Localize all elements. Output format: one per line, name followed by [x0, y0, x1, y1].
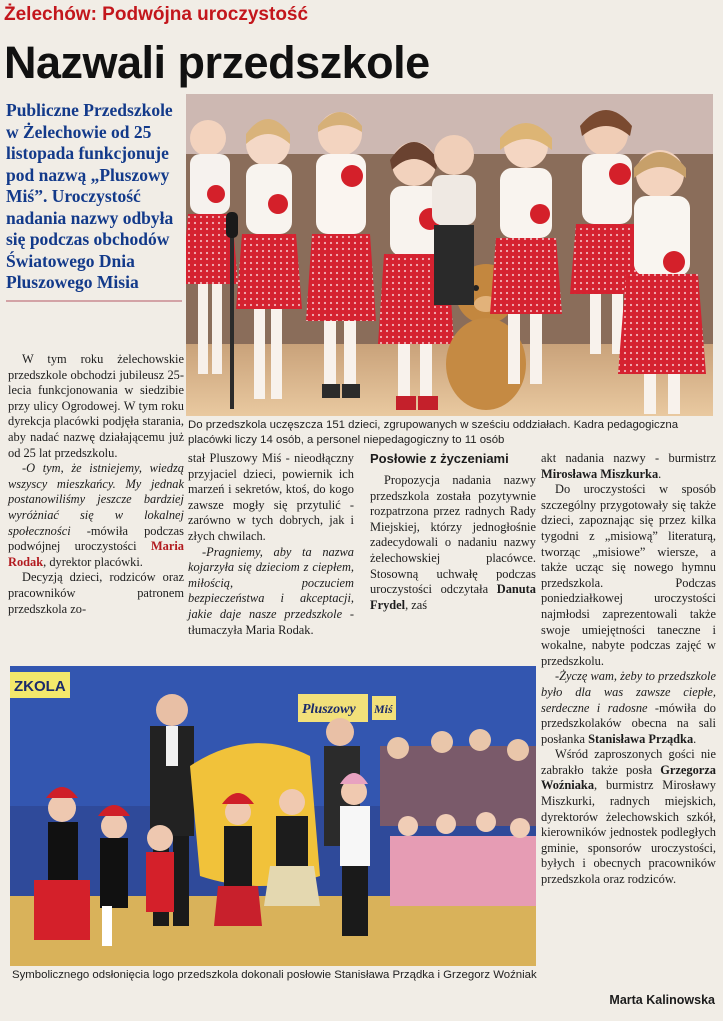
col1-quote: -O tym, że istniejemy, wiedzą wszyscy mieszkańcy. My jednak postanowiliśmy jeszcze bardziej wyróżniać się w lokalnej społeczności — [8, 461, 184, 538]
col4-text-3: Wśród zaproszonych gości nie zabrakło także posła — [541, 747, 716, 777]
col4-paragraph-2 — [541, 669, 716, 747]
lead-paragraph: Publiczne Przedszkole w Żelechowie od 25 listopada funkcjonuje pod nazwą „Pluszowy Miś”. Uroczystość nadania nazwy odbyła się podczas obchodów Światowego Dnia Pluszowego Misia — [6, 100, 182, 302]
banner-sign2-text: Miś — [374, 702, 393, 716]
col1-paragraph-2 — [8, 461, 184, 570]
photo-logo-unveiling — [10, 666, 536, 966]
col3-name: Danuta Frydel — [370, 582, 536, 612]
col4-name-2: Stanisława Prządka — [588, 731, 694, 746]
photo-top-caption: Do przedszkola uczęszcza 151 dzieci, zgrupowanych w sześciu oddziałach. Kadra pedagogiczna placówki liczy 14 osób, a personel niepedagogiczny to 11 osób — [188, 419, 679, 446]
col1-role: , dyrektor placówki. — [43, 554, 143, 569]
col4-end-0: . — [658, 466, 662, 481]
column-4 — [541, 451, 716, 888]
column-3 — [370, 451, 536, 613]
col1-attribution: -mówiła podczas podwójnej uroczystości — [8, 523, 184, 554]
col4-name-0: Mirosława Miszkurka — [541, 466, 659, 481]
column-1 — [8, 352, 184, 617]
col1-paragraph-3: Decyzją dzieci, rodziców oraz pracowników patronem przedszkola zo- — [8, 570, 184, 616]
author-signature: Marta Kalinowska — [609, 993, 715, 1007]
col1-name: Maria Rodak — [8, 539, 184, 569]
col1-paragraph-1: W tym roku żelechowskie przedszkole obchodzi jubileusz 25-lecia funkcjonowania w siedzibie przy ulicy Ogrodowej. W tym roku dyrekcja placówki podjęła starania, aby nadać nazwę działającemu już od 25 lat przedszkolu. — [8, 352, 184, 460]
banner-sign-text: Pluszowy — [302, 702, 356, 717]
col4-text-0: akt nadania nazwy - burmistrz — [541, 451, 716, 465]
col4-name-3: Grzegorza Woźniaka — [541, 762, 716, 793]
col4-paragraph-0 — [541, 451, 716, 482]
col2-paragraph-1: stał Pluszowy Miś - nieodłączny przyjaciel dzieci, powiernik ich marzeń i sekretów, ktoś, do kogo zawsze mogły się przytulić - zarówno w tych dobrych, jak i złych chwilach. — [188, 451, 354, 543]
banner-left-text: ZKOLA — [14, 678, 66, 695]
col4-paragraph-3 — [541, 747, 716, 887]
col3-end: , zaś — [405, 597, 428, 612]
col4-paragraph-1: Do uroczystości w sposób szczególny przygotowały się także dzieci, zapoznając się przez kilka tygodni z „misiową” literaturą, tworząc „misiowe” wiersze, a także ucząc się nowego hymnu przedszkola. Podczas poniedziałkowej uroczystości najmłodsi zaprezentowali także swoje umiejętności taneczne i wokalne, nabyte podczas zajęć w przedszkolu. — [541, 482, 716, 668]
bleed-through-text — [330, 0, 720, 30]
photo-bottom-caption: Symbolicznego odsłonięcia logo przedszkola dokonali posłowie Stanisława Prządka i Grzegorz Woźniak — [12, 969, 537, 981]
photo-children-dance — [186, 94, 713, 416]
col2-quote: -Pragniemy, aby ta nazwa kojarzyła się dzieciom z ciepłem, miłością, poczuciem bezpieczeństwa i akceptacji, jakie daje nasze przedszkole — [188, 544, 354, 621]
headline: Nazwali przedszkole — [4, 37, 430, 88]
column-2 — [188, 451, 354, 638]
col3-text: Propozycja nadania nazwy przedszkola została pozytywnie rozpatrzona przez radnych Rady Miejskiej, którzy jednogłośnie zadecydowali o nadaniu nazwy żelechowskiej placówce. Stosowną uchwałę podczas uroczystości odczytała — [370, 473, 536, 597]
col2-paragraph-2 — [188, 545, 354, 639]
col4-end-2: . — [693, 731, 697, 746]
col4-attribution: -mówiła do przedszkolaków obecna na sali posłanka — [541, 700, 716, 746]
col4-quote: -Życzę wam, żeby to przedszkole było dla was zawsze ciepłe, serdeczne i radosne — [541, 669, 716, 715]
subheading: Posłowie z życzeniami — [370, 451, 509, 466]
col2-attribution: -tłumaczyła Maria Rodak. — [188, 606, 354, 637]
col3-paragraph-1 — [370, 473, 536, 613]
col4-text-3b: , burmistrz Mirosławy Miszkurki, radnych miejskich, dyrektorów żelechowskich szkół, kierowników jednostek podległych gminie, sponsorów uroczystości, byłych i obecnych pracowników przedszkola oraz rodziców. — [541, 778, 716, 887]
section-kicker: Żelechów: Podwójna uroczystość — [4, 4, 309, 25]
